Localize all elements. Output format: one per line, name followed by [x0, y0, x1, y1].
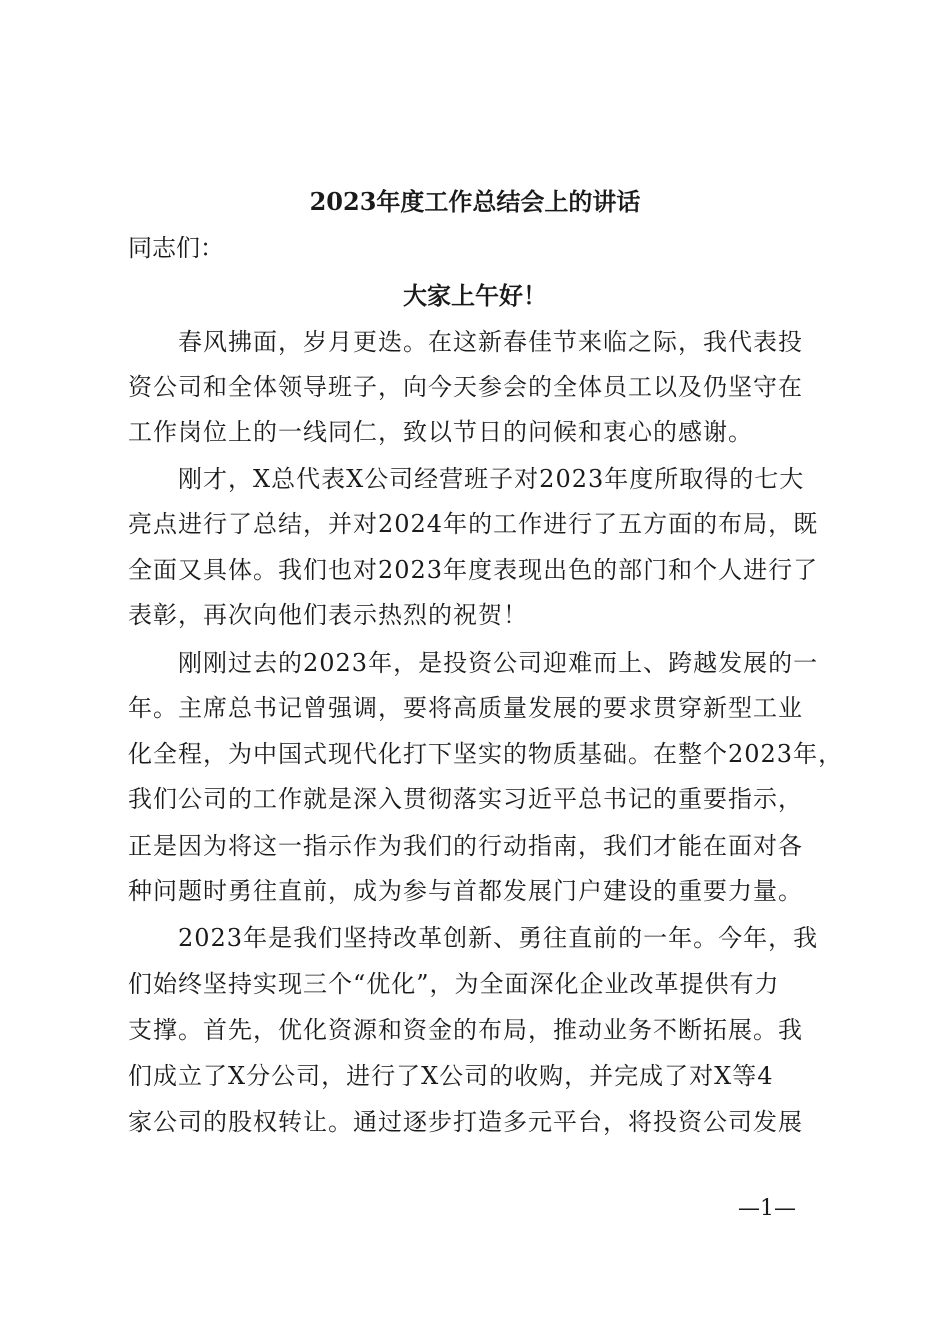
body-line: 正是因为将这一指示作为我们的行动指南，我们才能在面对各: [128, 832, 803, 860]
body-line: 工作岗位上的一线同仁，致以节日的问候和衷心的感谢。: [128, 418, 753, 446]
body-line: 资公司和全体领导班子，向今天参会的全体员工以及仍坚守在: [128, 373, 803, 401]
body-line: 亮点进行了总结，并对2024年的工作进行了五方面的布局，既: [128, 510, 819, 538]
body-line: 表彰，再次向他们表示热烈的祝贺！: [128, 601, 528, 629]
body-line: 年。主席总书记曾强调，要将高质量发展的要求贯穿新型工业: [128, 694, 803, 722]
body-line: 我们公司的工作就是深入贯彻落实习近平总书记的重要指示，: [128, 785, 803, 813]
page-number: —1—: [738, 1196, 796, 1221]
salutation: 同志们：: [128, 234, 224, 262]
body-line: 们始终坚持实现三个“优化”，为全面深化企业改革提供有力: [128, 970, 780, 998]
body-line: 春风拂面，岁月更迭。在这新春佳节来临之际，我代表投: [178, 328, 803, 356]
body-line: 刚刚过去的2023年，是投资公司迎难而上、跨越发展的一: [178, 649, 819, 677]
body-line: 支撑。首先，优化资源和资金的布局，推动业务不断拓展。我: [128, 1016, 803, 1044]
document-title: 2023年度工作总结会上的讲话: [309, 187, 641, 216]
body-line: 们成立了X分公司，进行了X公司的收购，并完成了对X等4: [128, 1062, 774, 1090]
body-line: 化全程，为中国式现代化打下坚实的物质基础。在整个2023年，: [128, 740, 844, 768]
body-line: 家公司的股权转让。通过逐步打造多元平台，将投资公司发展: [128, 1108, 803, 1136]
body-line: 2023年是我们坚持改革创新、勇往直前的一年。今年，我: [178, 924, 819, 952]
greeting: 大家上午好！: [403, 281, 547, 310]
body-line: 全面又具体。我们也对2023年度表现出色的部门和个人进行了: [128, 556, 819, 584]
body-line: 刚才，X总代表X公司经营班子对2023年度所取得的七大: [178, 465, 805, 493]
body-line: 种问题时勇往直前，成为参与首都发展门户建设的重要力量。: [128, 877, 803, 905]
